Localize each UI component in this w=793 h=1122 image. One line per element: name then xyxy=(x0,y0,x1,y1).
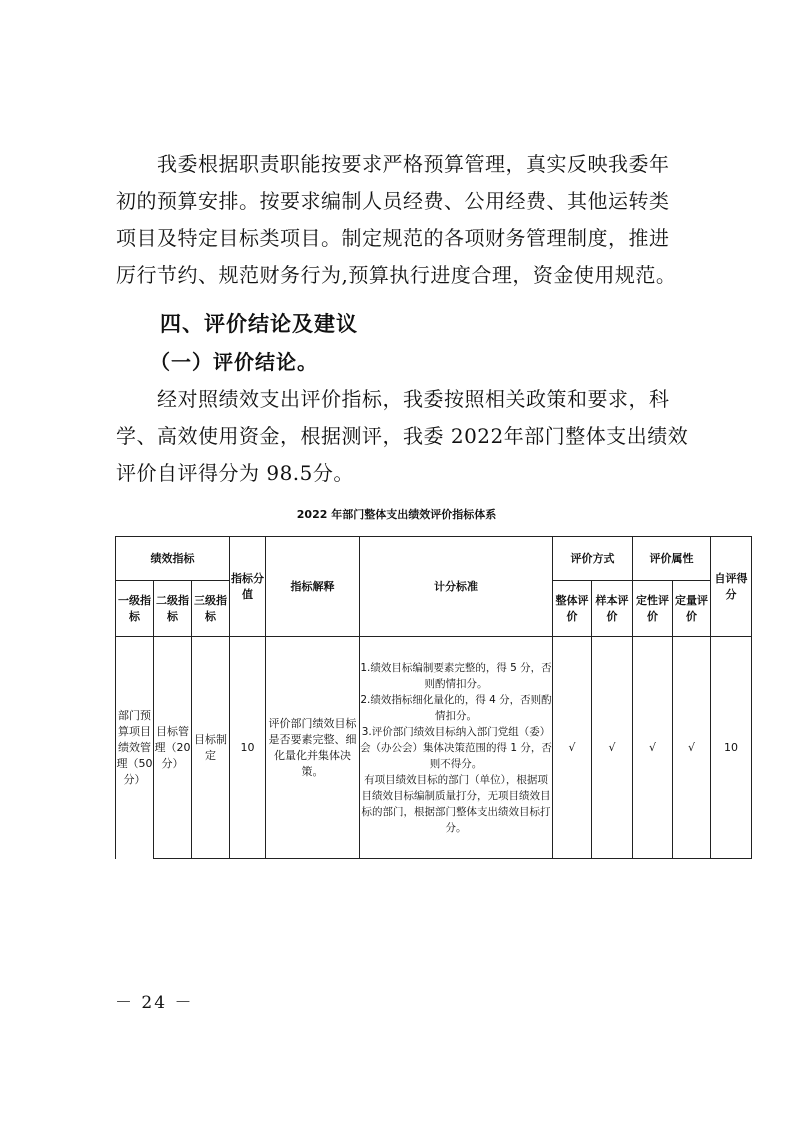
text-line: 项目及特定目标类项目。制定规范的各项财务管理制度，推进 xyxy=(116,226,670,250)
cell-overall-eval-check: √ xyxy=(553,637,592,859)
text-line: 厉行节约、规范财务行为,预算执行进度合理，资金使用规范。 xyxy=(116,263,677,287)
table-row xyxy=(116,637,752,859)
paragraph-evaluation-result xyxy=(116,381,689,492)
cell-level1: 部门预算项目绩效管理（50分） xyxy=(116,637,154,859)
cell-sample-eval-check: √ xyxy=(592,637,633,859)
header-level3: 三级指标 xyxy=(192,581,230,637)
cell-level3: 目标制定 xyxy=(192,637,230,859)
cell-score: 10 xyxy=(230,637,266,859)
header-level1: 一级指标 xyxy=(116,581,154,637)
header-level2: 二级指标 xyxy=(154,581,192,637)
text-line: 经对照绩效支出评价指标，我委按照相关政策和要求，科 xyxy=(116,387,670,411)
text-line: 学、高效使用资金，根据测评，我委 2022年部门整体支出绩效 xyxy=(116,424,689,448)
text-line: 初的预算安排。按要求编制人员经费、公用经费、其他运转类 xyxy=(116,189,670,213)
cell-qualitative-check: √ xyxy=(633,637,673,859)
cell-explanation: 评价部门绩效目标是否要素完整、细化量化并集体决策。 xyxy=(266,637,360,859)
cell-quantitative-check: √ xyxy=(673,637,711,859)
header-self-score: 自评得分 xyxy=(711,537,752,637)
criteria-item: 有项目绩效目标的部门（单位），根据项目绩效目标编制质量打分，无项目绩效目标的部门，根据部门整体支出绩效目标打分。 xyxy=(361,773,551,834)
criteria-item: 1.绩效目标编制要素完整的，得 5 分，否则酌情扣分。 xyxy=(360,661,552,690)
header-overall-eval: 整体评价 xyxy=(553,581,592,637)
paragraph-budget-management xyxy=(116,146,686,294)
header-evaluation-method: 评价方式 xyxy=(553,537,633,581)
text-line: 评价自评得分为 98.5分。 xyxy=(116,461,354,485)
evaluation-indicator-table xyxy=(115,536,752,859)
table-header-row xyxy=(116,537,752,581)
table-caption: 2022 年部门整体支出绩效评价指标体系 xyxy=(296,508,497,521)
subsection-heading: （一）评价结论。 xyxy=(150,350,318,374)
criteria-item: 2.绩效指标细化量化的，得 4 分，否则酌情扣分。 xyxy=(360,693,552,722)
header-indicator-explanation: 指标解释 xyxy=(266,537,360,637)
section-heading: 四、评价结论及建议 xyxy=(160,312,358,336)
text-line: 我委根据职责职能按要求严格预算管理，真实反映我委年 xyxy=(116,152,670,176)
header-scoring-standard: 计分标准 xyxy=(360,537,553,637)
cell-self-score: 10 xyxy=(711,637,752,859)
cell-scoring-criteria xyxy=(360,637,553,859)
header-evaluation-attribute: 评价属性 xyxy=(633,537,711,581)
header-performance-indicators: 绩效指标 xyxy=(116,537,230,581)
header-qualitative: 定性评价 xyxy=(633,581,673,637)
header-indicator-score: 指标分值 xyxy=(230,537,266,637)
page-number: － 24 － xyxy=(115,993,194,1013)
criteria-item: 3.评价部门绩效目标纳入部门党组（委）会（办公会）集体决策范围的得 1 分，否则不得分。 xyxy=(360,725,552,770)
header-quantitative: 定量评价 xyxy=(673,581,711,637)
header-sample-eval: 样本评价 xyxy=(592,581,633,637)
cell-level2: 目标管理（20分） xyxy=(154,637,192,859)
